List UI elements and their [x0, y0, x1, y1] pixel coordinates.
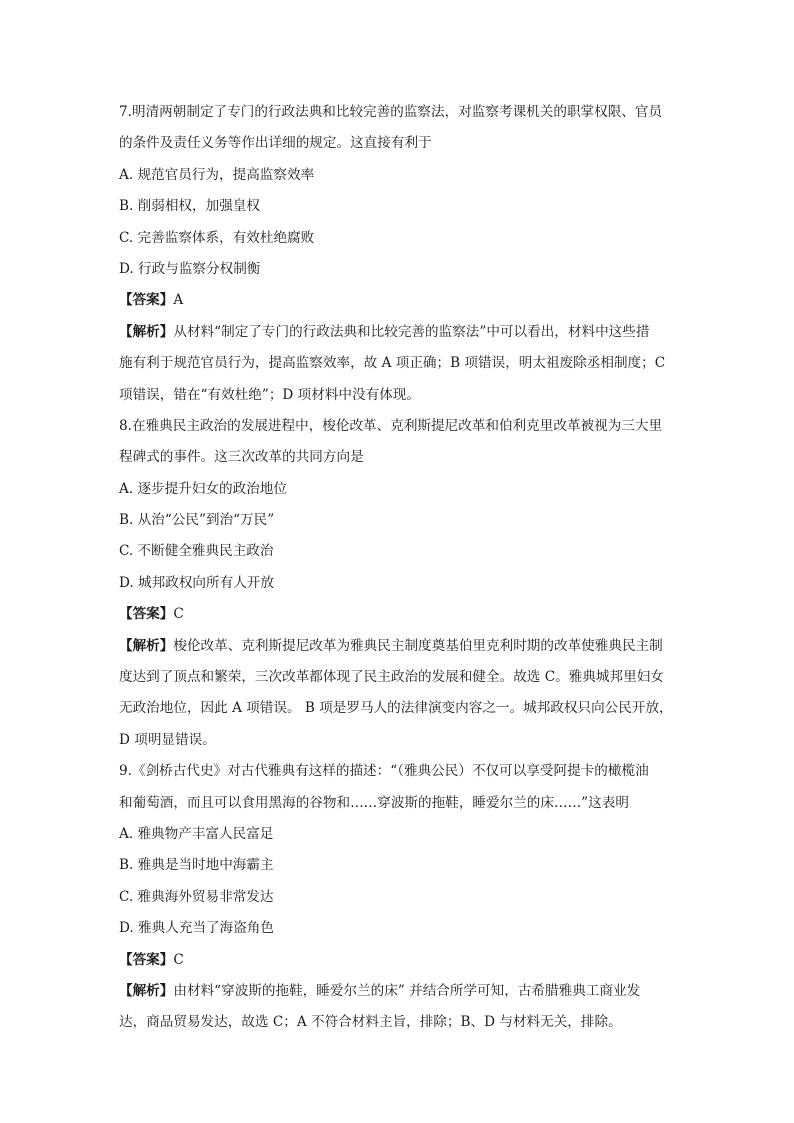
- option-d: D. 雅典人充当了海盗角色: [119, 920, 274, 937]
- answer-value: C: [173, 606, 184, 623]
- analysis-text: 从材料“制定了专门的行政法典和比较完善的监察法”中可以看出，材料中这些措: [173, 323, 650, 340]
- question-stem-line: 和葡萄酒，而且可以食用黑海的谷物和……穿波斯的拖鞋，睡爱尔兰的床……”这表明: [119, 794, 629, 811]
- question-stem-line: 8.在雅典民主政治的发展进程中，梭伦改革、克利斯提尼改革和伯利克里改革被视为三大里: [119, 417, 663, 434]
- question-7: [119, 97, 679, 411]
- question-9: [119, 756, 679, 1039]
- answer-tag: 【答案】: [119, 292, 174, 309]
- option-a: A. 雅典物产丰富人民富足: [119, 825, 274, 842]
- answer-value: A: [173, 292, 184, 309]
- analysis-line: [119, 976, 679, 1007]
- analysis-line: 达，商品贸易发达，故选 C；A 不符合材料主旨，排除；B、D 与材料无关，排除。: [119, 1014, 622, 1031]
- answer-tag: 【答案】: [119, 606, 174, 623]
- answer-line: [119, 945, 679, 976]
- question-stem-line: 7.明清两朝制定了专门的行政法典和比较完善的监察法，对监察考课机关的职掌权限、官员: [119, 104, 663, 120]
- option-c: C. 雅典海外贸易非常发达: [119, 888, 274, 905]
- question-stem-line: 9.《剑桥古代史》对古代雅典有这样的描述：“（雅典公民）不仅可以享受阿提卡的橄榄油: [119, 763, 649, 780]
- option-d: D. 行政与监察分权制衡: [119, 260, 261, 277]
- answer-line: [119, 599, 679, 630]
- option-a: A. 规范官员行为，提高监察效率: [119, 166, 315, 183]
- analysis-tag: 【解析】: [119, 982, 174, 999]
- answer-tag: 【答案】: [119, 951, 174, 968]
- option-c: C. 完善监察体系，有效杜绝腐败: [119, 229, 315, 246]
- question-stem-line: 的条件及责任义务等作出详细的规定。这直接有利于: [119, 135, 432, 152]
- analysis-line: 度达到了顶点和繁荣，三次改革都体现了民主政治的发展和健全。故选 C。雅典城邦里妇女: [119, 669, 664, 686]
- option-b: B. 雅典是当时地中海霸主: [119, 857, 274, 874]
- analysis-text: 梭伦改革、克利斯提尼改革为雅典民主制度奠基伯里克利时期的改革使雅典民主制: [173, 637, 663, 654]
- option-c: C. 不断健全雅典民主政治: [119, 543, 274, 560]
- question-stem-line: 程碑式的事件。这三次改革的共同方向是: [119, 449, 364, 466]
- option-b: B. 削弱相权，加强皇权: [119, 198, 260, 215]
- answer-line: [119, 285, 679, 316]
- document-page: [119, 97, 679, 1039]
- analysis-line: [119, 317, 679, 348]
- option-d: D. 城邦政权向所有人开放: [119, 574, 274, 591]
- analysis-line: 项错误，错在“有效杜绝”；D 项材料中没有体现。: [119, 386, 420, 403]
- answer-value: C: [173, 951, 184, 968]
- analysis-tag: 【解析】: [119, 323, 174, 340]
- question-8: [119, 411, 679, 756]
- analysis-text: 由材料“穿波斯的拖鞋，睡爱尔兰的床” 并结合所学可知，古希腊雅典工商业发: [173, 982, 641, 999]
- analysis-line: D 项明显错误。: [119, 731, 216, 748]
- analysis-line: [119, 631, 679, 662]
- option-b: B. 从治“公民”到治“万民”: [119, 512, 275, 529]
- analysis-line: 无政治地位，因此 A 项错误。 B 项是罗马人的法律演变内容之一。城邦政权只向公民开放，: [119, 700, 673, 717]
- option-a: A. 逐步提升妇女的政治地位: [119, 480, 287, 497]
- analysis-line: 施有利于规范官员行为，提高监察效率，故 A 项正确；B 项错误，明太祖废除丞相制度；C: [119, 355, 666, 372]
- analysis-tag: 【解析】: [119, 637, 174, 654]
